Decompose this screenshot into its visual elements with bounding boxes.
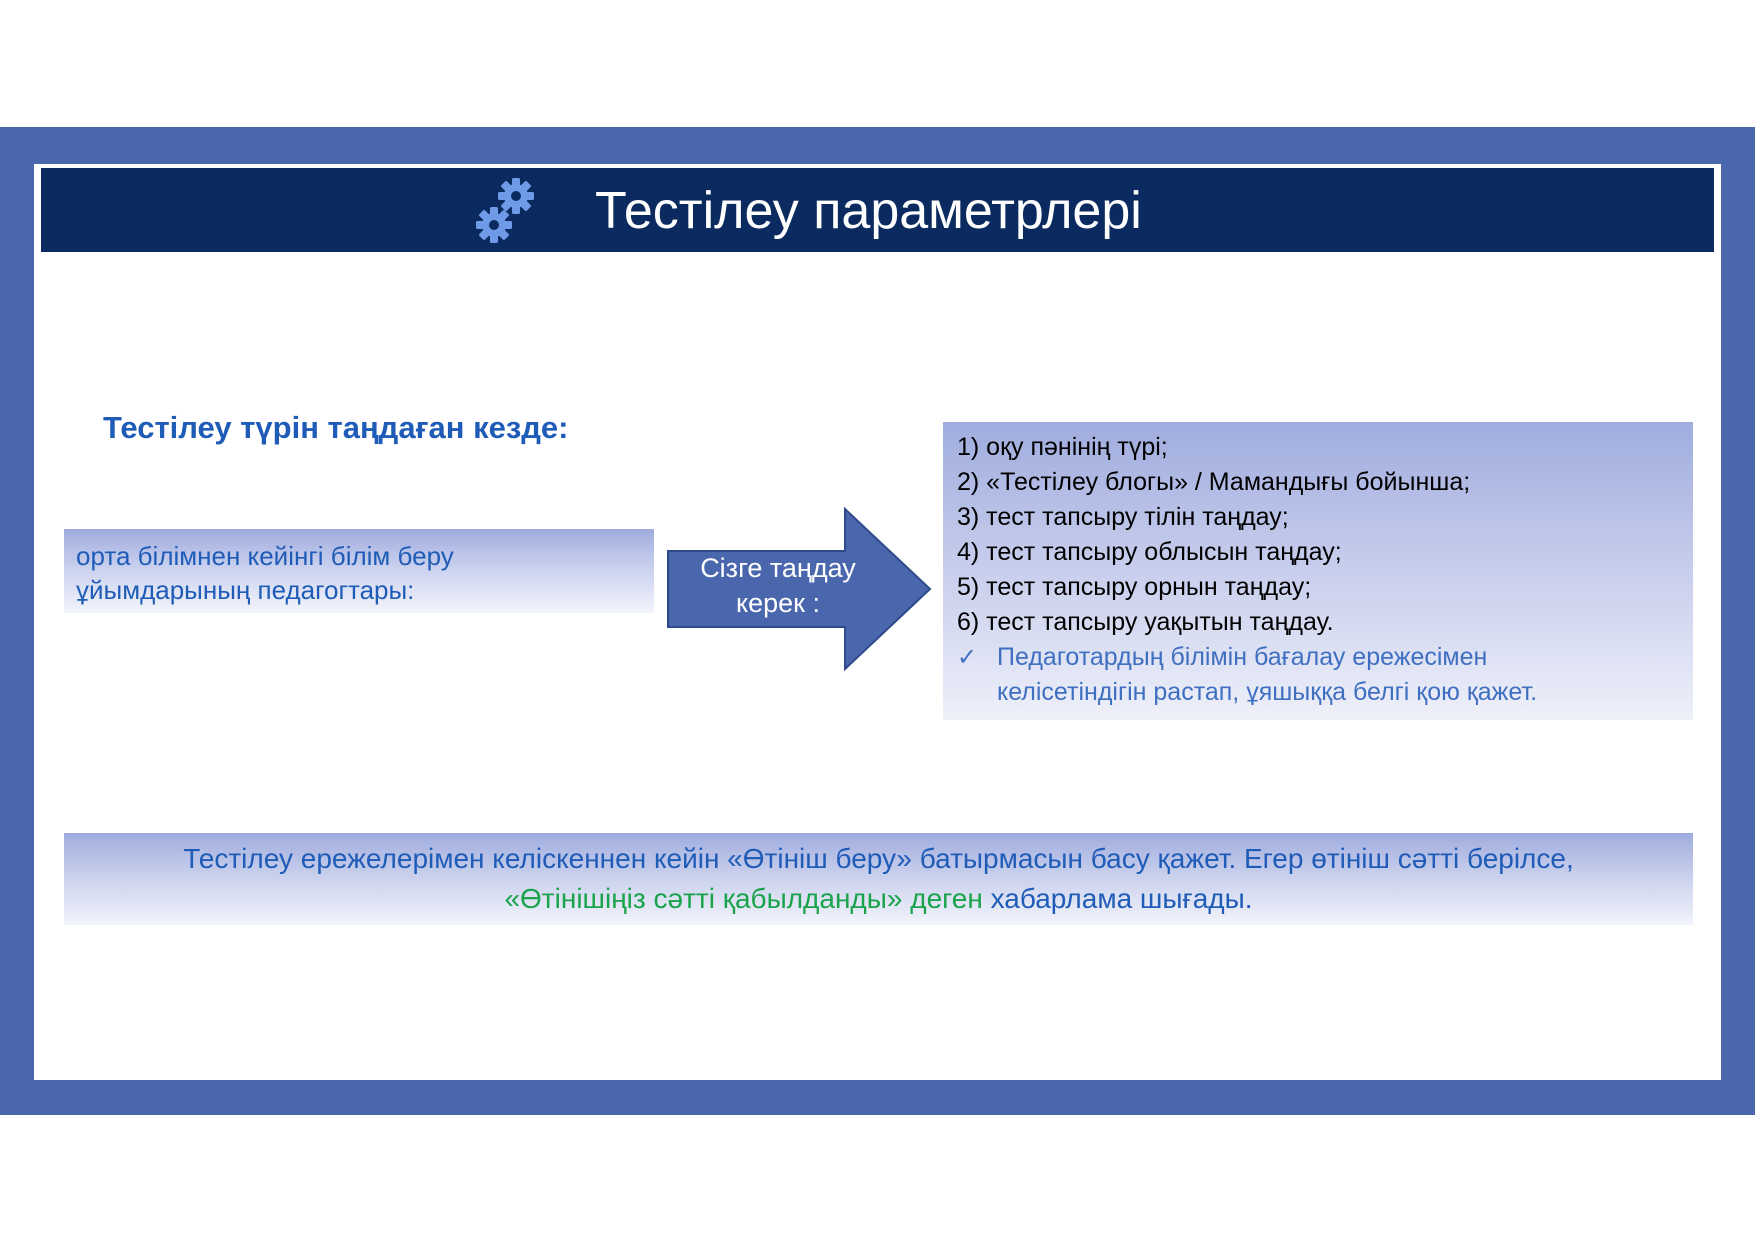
confirmation-line: Педаготардың білімін бағалау ережесімен [997,643,1488,671]
submission-note [64,833,1693,925]
page-title: Тестілеу параметрлері [595,182,1142,240]
target-group-line: ұйымдарының педагогтары: [76,575,415,605]
success-message-text: «Өтінішіңіз сәтті қабылданды» деген [504,883,983,914]
section-subheading: Тестілеу түрін таңдаған кезде: [103,410,569,445]
target-group-line: орта білімнен кейінгі білім беру [76,541,454,571]
option-item: 1) оқу пәнінің түрі; [957,433,1168,461]
note-text: Тестілеу ережелерімен келіскеннен кейін «Өтініш беру» батырмасын басу қажет. Егер өтініш сәтті берілсе, [183,843,1574,874]
option-item: 5) тест тапсыру орнын таңдау; [957,573,1312,601]
option-item: 3) тест тапсыру тілін таңдау; [957,503,1289,531]
confirmation-item [957,640,1679,710]
target-group-box [64,529,654,613]
note-text: хабарлама шығады. [982,883,1253,914]
option-item: 4) тест тапсыру облысын таңдау; [957,538,1342,566]
gears-icon [463,168,549,252]
arrow-label-line: керек : [736,588,820,618]
option-item: 6) тест тапсыру уақытын таңдау. [957,608,1334,636]
option-item: 2) «Тестілеу блогы» / Мамандығы бойынша; [957,468,1471,496]
confirmation-line: келісетіндігін растап, ұяшыққа белгі қою қажет. [997,678,1538,706]
options-list-box [943,422,1693,720]
right-arrow-shape [665,505,935,671]
checkmark-icon: ✓ [957,644,978,671]
arrow-label-line: Сізге таңдау [700,553,856,583]
arrow-label [665,551,891,621]
